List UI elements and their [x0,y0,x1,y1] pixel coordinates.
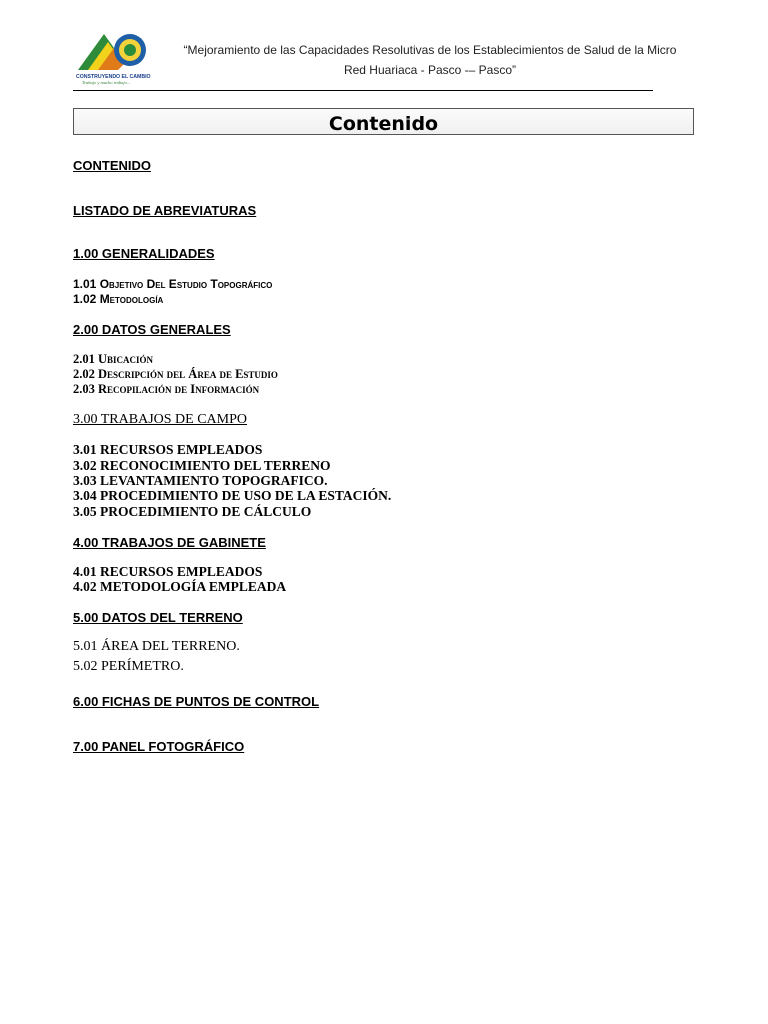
project-title-line-1: “Mejoramiento de las Capacidades Resolutivas de los Establecimientos de Salud de la Micro [183,43,677,57]
toc-section-6[interactable]: 6.00 FICHAS DE PUNTOS DE CONTROL [73,694,320,709]
municipality-logo [74,28,156,86]
toc-item-2-02[interactable]: 2.02 Descripción del Área de Estudio [73,367,278,381]
header-divider [73,90,653,91]
project-title-line-2: Red Huariaca - Pasco -– Pasco” [343,63,517,77]
toc-item-4-01[interactable]: 4.01 RECURSOS EMPLEADOS [73,564,263,579]
project-title [160,40,700,80]
toc-section-7[interactable]: 7.00 PANEL FOTOGRÁFICO [73,739,245,754]
toc-item-3-04[interactable]: 3.04 PROCEDIMIENTO DE USO DE LA ESTACIÓN. [73,488,392,503]
toc-item-3-02[interactable]: 3.02 RECONOCIMIENTO DEL TERRENO [73,458,331,473]
toc-item-4-02[interactable]: 4.02 METODOLOGÍA EMPLEADA [73,579,287,594]
toc-item-5-01[interactable]: 5.01 ÁREA DEL TERRENO. [73,639,240,654]
toc-item-1-02[interactable]: 1.02 Metodología [73,292,164,306]
toc-item-3-03[interactable]: 3.03 LEVANTAMIENTO TOPOGRAFICO. [73,473,328,488]
toc-section-1[interactable]: 1.00 GENERALIDADES [73,246,215,261]
toc-item-1-01[interactable]: 1.01 Objetivo Del Estudio Topográfico [73,277,273,291]
toc-item-2-03[interactable]: 2.03 Recopilación de Información [73,382,260,396]
page-title: Contenido [328,113,439,135]
toc-item-5-02[interactable]: 5.02 PERÍMETRO. [73,659,184,674]
contents-title-box [73,108,694,135]
toc-section-5[interactable]: 5.00 DATOS DEL TERRENO [73,610,243,625]
logo-tagline: Trabajo y mucho trabajo... [82,80,131,85]
toc-heading-contenido[interactable]: CONTENIDO [73,158,151,173]
logo-text: CONSTRUYENDO EL CAMBIO [76,74,151,80]
toc-item-2-01[interactable]: 2.01 Ubicación [73,352,154,366]
toc-heading-abreviaturas[interactable]: LISTADO DE ABREVIATURAS [73,203,257,218]
toc-item-3-05[interactable]: 3.05 PROCEDIMIENTO DE CÁLCULO [73,504,312,519]
toc-section-3[interactable]: 3.00 TRABAJOS DE CAMPO [73,412,247,427]
toc-section-2[interactable]: 2.00 DATOS GENERALES [73,322,231,337]
toc-item-3-01[interactable]: 3.01 RECURSOS EMPLEADOS [73,442,263,457]
toc-section-4[interactable]: 4.00 TRABAJOS DE GABINETE [73,535,266,550]
